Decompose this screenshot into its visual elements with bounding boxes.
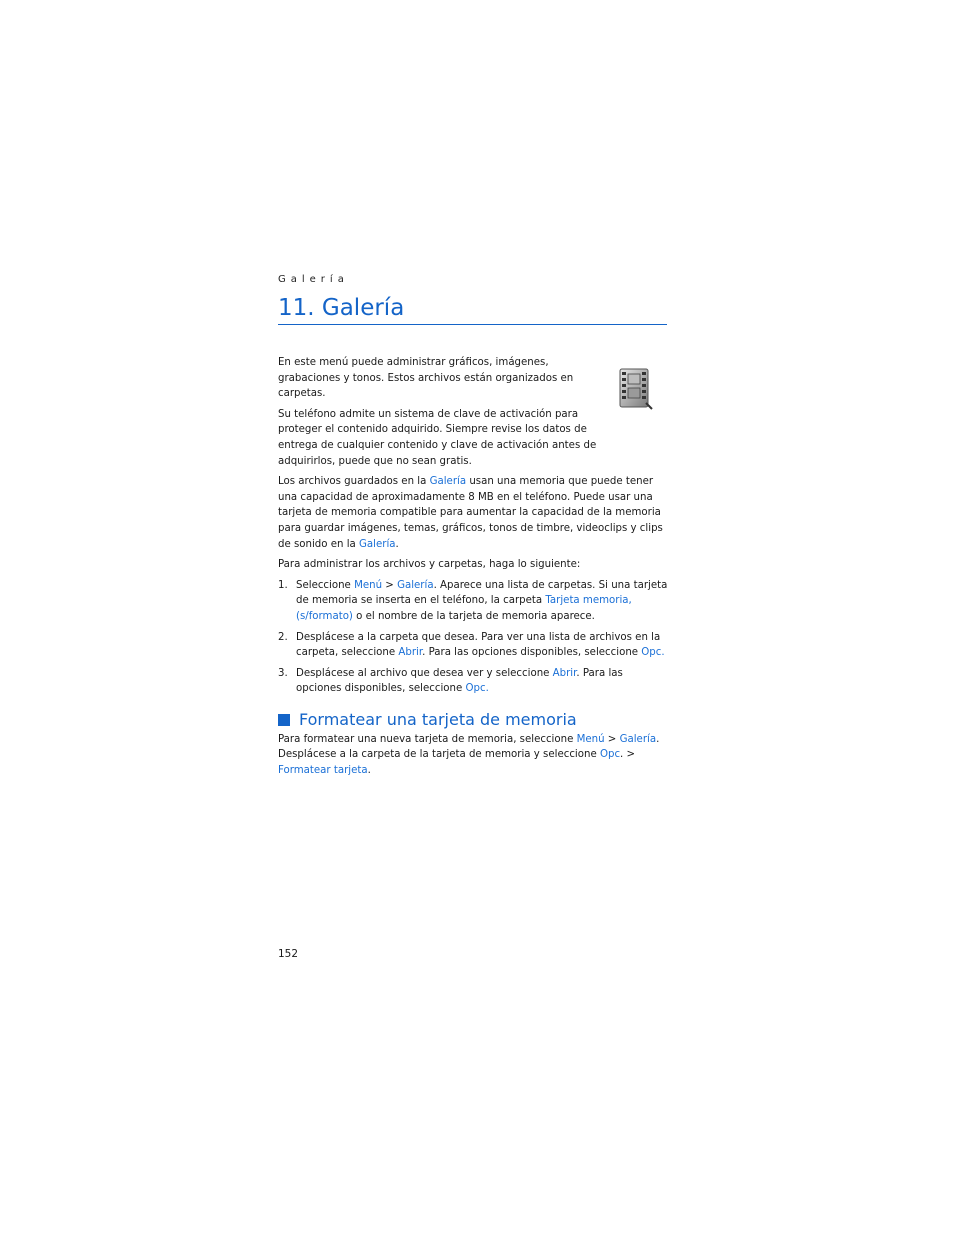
text-span: usan una memoria que puede tener una capacidad de aproximadamente 8 MB en el teléfono. Puede usar una tarjeta de memoria compatible para aumentar la capacidad de la memoria para guardar imágenes, temas, gráficos, tonos de timbre, videoclips y clips de sonido en la — [278, 476, 663, 550]
steps-intro: Para administrar los archivos y carpetas, haga lo siguiente: — [278, 559, 581, 571]
text-span: . Para las opciones disponibles, seleccione — [422, 647, 642, 659]
text-span: . — [395, 538, 399, 550]
step-number: 2. — [278, 631, 288, 643]
keyword-galeria: Galería — [397, 579, 434, 591]
intro-paragraph-1: En este menú puede administrar gráficos, imágenes, grabaciones y tonos. Estos archivos están organizados en carpetas. — [278, 357, 574, 400]
text-span: . Para las opciones disponibles, seleccione — [296, 667, 623, 695]
step-number: 3. — [278, 667, 288, 679]
text-span: o el nombre de la tarjeta de memoria aparece. — [352, 610, 595, 622]
section-title: Formatear una tarjeta de memoria — [299, 709, 577, 729]
text-span: , — [628, 595, 632, 607]
list-item — [278, 666, 668, 697]
chapter-content — [278, 355, 668, 784]
text-span: > — [604, 733, 620, 745]
keyword-menu: Menú — [354, 579, 383, 591]
text-span: . > — [620, 749, 636, 761]
keyword-galeria: Galería — [359, 538, 396, 550]
keyword-sin-formato: (s/formato) — [296, 610, 353, 622]
keyword-tarjeta-memoria: Tarjeta memoria — [545, 595, 629, 607]
text-span: Para formatear una nueva tarjeta de memoria, seleccione — [278, 733, 577, 745]
keyword-abrir: Abrir — [398, 647, 423, 659]
keyword-menu: Menú — [576, 733, 605, 745]
text-span: Los archivos guardados en la — [278, 476, 430, 488]
text-span: Desplácese a la carpeta que desea. Para ver una lista de archivos en la carpeta, seleccione — [296, 631, 661, 659]
text-span: . — [661, 647, 665, 659]
section-heading — [278, 710, 668, 730]
list-item — [278, 630, 668, 661]
intro-paragraph-2: Su teléfono admite un sistema de clave de activación para proteger el contenido adquirido. Siempre revise los datos de entrega de cualquier contenido y clave de activación antes de adquirirlos, puede que no sean gratis. — [278, 408, 597, 467]
text-span: . — [367, 765, 371, 777]
text-span: . Aparece una lista de carpetas. Si una tarjeta de memoria se inserta en el teléfono, la carpeta — [296, 579, 668, 607]
keyword-galeria: Galería — [429, 476, 467, 488]
list-item — [278, 578, 668, 625]
text-span: . Desplácese a la carpeta de la tarjeta de memoria y seleccione — [278, 733, 660, 761]
section-square-icon — [278, 714, 290, 726]
keyword-opc: Opc — [465, 683, 486, 695]
page-number: 152 — [278, 948, 299, 960]
keyword-opc: Opc — [599, 749, 621, 761]
running-head: Galería — [278, 274, 349, 285]
keyword-opc: Opc — [641, 647, 662, 659]
format-paragraph — [278, 732, 668, 779]
text-span: > — [382, 579, 398, 591]
keyword-formatear-tarjeta: Formatear tarjeta — [278, 765, 368, 777]
memory-paragraph — [278, 474, 668, 552]
keyword-galeria: Galería — [619, 733, 657, 745]
steps-list — [278, 578, 668, 697]
text-span: Desplácese al archivo que desea ver y seleccione — [296, 667, 553, 679]
step-number: 1. — [278, 579, 288, 591]
text-span: Seleccione — [296, 579, 355, 591]
chapter-title: 11. Galería — [278, 295, 667, 325]
text-span: . — [485, 683, 489, 695]
keyword-abrir: Abrir — [552, 667, 577, 679]
